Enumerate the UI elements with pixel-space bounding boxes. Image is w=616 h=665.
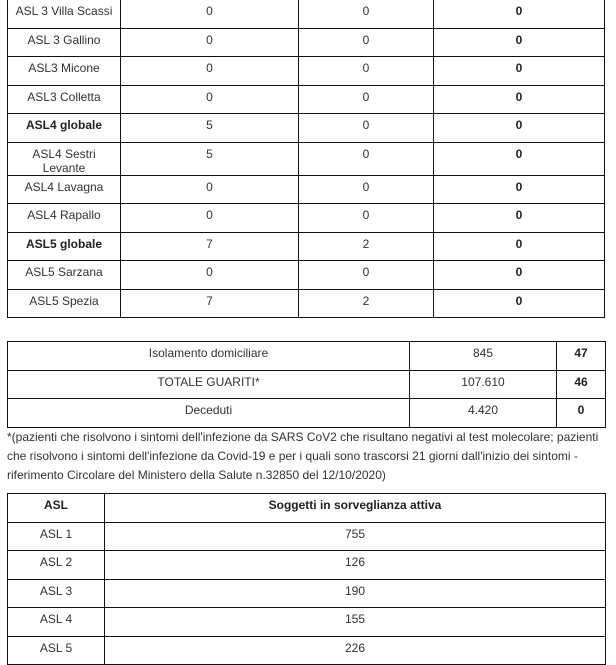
value-cell: 0 (299, 0, 434, 28)
table-row (8, 342, 606, 371)
table-row (8, 0, 605, 28)
delta-cell: 0 (434, 261, 605, 290)
table-row (8, 579, 606, 608)
footnote: *(pazienti che risolvono i sintomi dell'infezione da SARS CoV2 che risultano negativi al test molecolare; pazienti che risolvono i sintomi dell'infezione da Covid-19 e per i quali sono trascorsi 21 giorni dall'inizio dei sintomi - riferimento Circolare del Ministero della Salute n.32850 del 12/10/2020) (7, 430, 599, 482)
value-cell: 0 (121, 0, 299, 28)
value-cell: 0 (299, 261, 434, 290)
delta-cell: 0 (434, 0, 605, 28)
table-row (8, 175, 605, 204)
value-cell: 0 (299, 204, 434, 233)
asl-name-cell: ASL4 Lavagna (8, 175, 121, 204)
value-cell: 0 (299, 142, 434, 175)
asl-name-cell: ASL4 Sestri Levante (8, 142, 121, 175)
value-cell: 0 (299, 85, 434, 114)
table-row (8, 399, 606, 428)
asl-name-cell: ASL 3 Gallino (8, 28, 121, 57)
label-cell: TOTALE GUARITI* (8, 370, 410, 399)
asl-cell: ASL 5 (8, 636, 105, 665)
label-cell: Deceduti (8, 399, 410, 428)
value-cell: 5 (121, 114, 299, 143)
delta-cell: 46 (557, 370, 606, 399)
asl-name-cell: ASL4 Rapallo (8, 204, 121, 233)
value-cell: 0 (299, 57, 434, 86)
asl-name-cell: ASL3 Micone (8, 57, 121, 86)
delta-cell: 0 (434, 232, 605, 261)
total-cell: 4.420 (410, 399, 557, 428)
value-cell: 755 (105, 522, 606, 551)
value-cell: 2 (299, 232, 434, 261)
delta-cell: 0 (434, 57, 605, 86)
value-cell: 0 (121, 175, 299, 204)
value-cell: 7 (121, 289, 299, 318)
table-row (8, 608, 606, 637)
asl-cell: ASL 4 (8, 608, 105, 637)
value-cell: 0 (121, 28, 299, 57)
table-row (8, 232, 605, 261)
table-row (8, 636, 606, 665)
total-cell: 845 (410, 342, 557, 371)
header-surveillance: Soggetti in sorveglianza attiva (105, 494, 606, 523)
asl-cell: ASL 1 (8, 522, 105, 551)
value-cell: 0 (121, 57, 299, 86)
label-cell: Isolamento domiciliare (8, 342, 410, 371)
delta-cell: 0 (434, 114, 605, 143)
asl-name-cell: ASL5 globale (8, 232, 121, 261)
value-cell: 155 (105, 608, 606, 637)
value-cell: 190 (105, 579, 606, 608)
total-cell: 107.610 (410, 370, 557, 399)
table-row (8, 261, 605, 290)
asl-name-cell: ASL3 Colletta (8, 85, 121, 114)
delta-cell: 47 (557, 342, 606, 371)
delta-cell: 0 (434, 28, 605, 57)
table-row (8, 114, 605, 143)
summary-table (7, 341, 606, 428)
table-row (8, 370, 606, 399)
asl-name-cell: ASL5 Sarzana (8, 261, 121, 290)
value-cell: 0 (299, 175, 434, 204)
value-cell: 0 (299, 114, 434, 143)
delta-cell: 0 (434, 289, 605, 318)
value-cell: 126 (105, 551, 606, 580)
value-cell: 0 (121, 204, 299, 233)
value-cell: 5 (121, 142, 299, 175)
table-row (8, 142, 605, 175)
asl-hospital-table (7, 0, 605, 318)
value-cell: 7 (121, 232, 299, 261)
delta-cell: 0 (434, 142, 605, 175)
asl-name-cell: ASL4 globale (8, 114, 121, 143)
value-cell: 0 (121, 85, 299, 114)
table-row (8, 289, 605, 318)
value-cell: 2 (299, 289, 434, 318)
delta-cell: 0 (557, 399, 606, 428)
asl-name-cell: ASL 3 Villa Scassi (8, 0, 121, 28)
asl-cell: ASL 2 (8, 551, 105, 580)
value-cell: 0 (299, 28, 434, 57)
table-header-row (8, 494, 606, 523)
delta-cell: 0 (434, 175, 605, 204)
delta-cell: 0 (434, 204, 605, 233)
surveillance-table (7, 493, 606, 665)
asl-cell: ASL 3 (8, 579, 105, 608)
table-row (8, 57, 605, 86)
table-row (8, 85, 605, 114)
value-cell: 0 (121, 261, 299, 290)
delta-cell: 0 (434, 85, 605, 114)
table-row (8, 522, 606, 551)
value-cell: 226 (105, 636, 606, 665)
asl-name-cell: ASL5 Spezia (8, 289, 121, 318)
table-row (8, 204, 605, 233)
table-row (8, 28, 605, 57)
table-row (8, 551, 606, 580)
header-asl: ASL (8, 494, 105, 523)
